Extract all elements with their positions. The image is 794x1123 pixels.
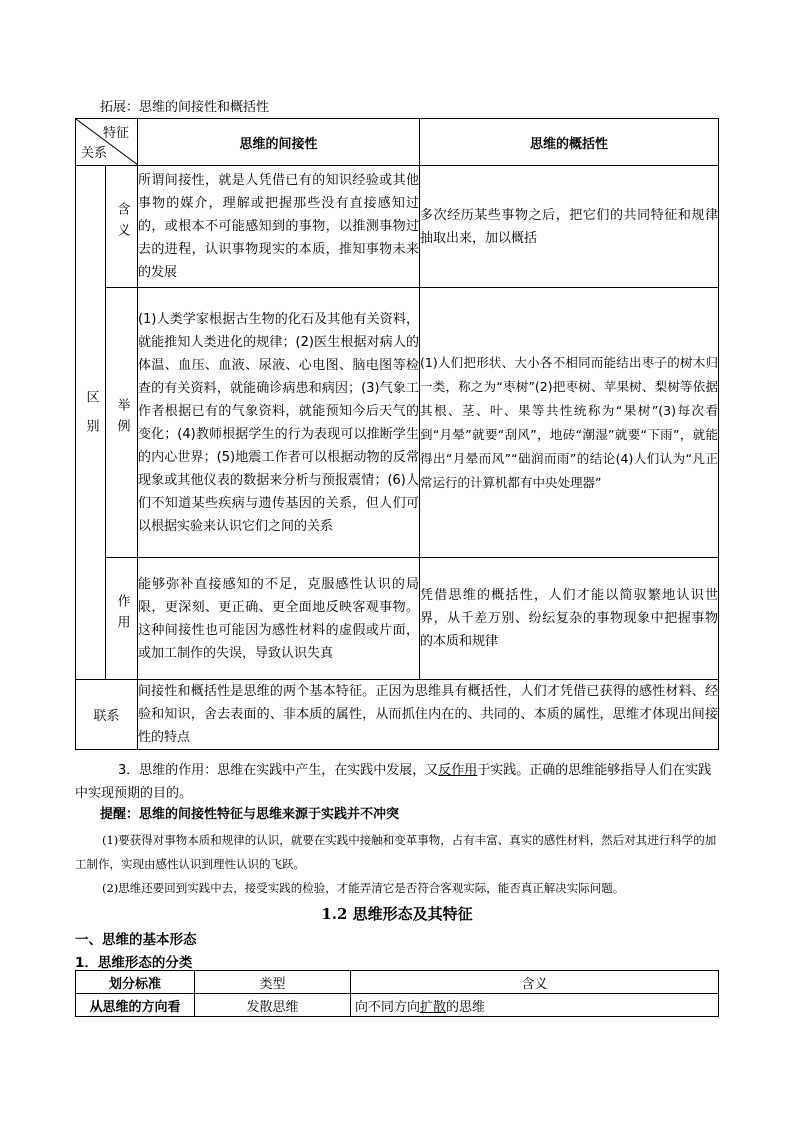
section-title: 1.2 思维形态及其特征: [321, 905, 473, 923]
table-header-row: [76, 971, 719, 994]
row-label-link: 联系: [76, 680, 138, 750]
examples-indirectness: (1)人类学家根据古生物的化石及其他有关资料，就能推知人类进化的规律；(2)医生根据对病人的体温、血压、血液、尿液、心电图、脑电图等检查的有关资料，就能确诊病患和病因；(3)气象工作者根据已有的气象资料，就能预知今后天气的变化；(4)教师根据学生的行为表现可以推断学生的内心世界；(5)地震工作者可以根据动物的反常现象或其他仪表的数据来分析与预报震情；(6)人们不知道某些疾病与遗传基因的关系，但人们可以根据实验来认识它们之间的关系: [138, 288, 420, 558]
table-header-row: [76, 119, 719, 166]
meaning-generality: 多次经历某些事物之后，把它们的共同特征和规律抽取出来，加以概括: [420, 166, 719, 288]
underlined-term: 扩散: [420, 999, 447, 1015]
corner-label-feature: 特征: [102, 126, 129, 141]
row-label-meaning: 含义: [106, 166, 138, 288]
underlined-term: 反作用: [438, 763, 478, 778]
header-generality: 思维的概括性: [420, 119, 719, 166]
extension-title: 拓展：思维的间接性和概括性: [100, 100, 270, 115]
row-label-examples: 举例: [106, 288, 138, 558]
cell-type: 发散思维: [195, 994, 351, 1017]
header-standard: 划分标准: [76, 971, 195, 994]
header-meaning: 含义: [351, 971, 719, 994]
table-row: [76, 994, 719, 1017]
examples-generality: (1)人们把形状、大小各不相同而能结出枣子的树木归一类，称之为“枣树”(2)把枣树、苹果树、梨树等依据其根、茎、叶、果等共性统称为“果树”(3)每次看到“月晕”就要“刮风”，地砖“潮湿”就要“下雨”，就能得出“月晕而风”“础润而雨”的结论(4)人们认为“凡正常运行的计算机都有中央处理器”: [420, 288, 719, 558]
cell-standard: 从思维的方向看: [76, 994, 195, 1017]
classification-table: [75, 970, 719, 1017]
diagonal-corner-cell: [76, 119, 138, 166]
meaning-indirectness: 所谓间接性，就是人凭借已有的知识经验或其他事物的媒介，理解或把握那些没有直接感知过的，或根本不可能感知到的事物，以推测事物过去的进程，认识事物现实的本质，推知事物未来的发展: [138, 166, 420, 288]
link-text: 间接性和概括性是思维的两个基本特征。正因为思维具有概括性，人们才凭借已获得的感性材料、经验和知识，舍去表面的、非本质的属性，从而抓住内在的、共同的、本质的属性，思维才体现出间接性的特点: [138, 680, 719, 750]
table-row-link: [76, 680, 719, 750]
heading-basic-forms: 一、思维的基本形态: [75, 932, 197, 948]
reminder-heading: 提醒：思维的间接性特征与思维来源于实践并不冲突: [100, 807, 400, 822]
function-generality: 凭借思维的概括性，人们才能以简驭繁地认识世界，从千差万别、纷纭复杂的事物现象中把握事物的本质和规律: [420, 558, 719, 680]
row-label-function: 作用: [106, 558, 138, 680]
function-indirectness: 能够弥补直接感知的不足，克服感性认识的局限，更深刻、更正确、更全面地反映客观事物。这种间接性也可能因为感性材料的虚假或片面，或加工制作的失误，导致认识失真: [138, 558, 420, 680]
group-label-text: 区别: [83, 389, 99, 448]
cell-meaning: 向不同方向扩散的思维: [351, 994, 719, 1017]
header-type: 类型: [195, 971, 351, 994]
group-label-difference: [76, 166, 106, 680]
heading-classification: 1．思维形态的分类: [75, 955, 193, 971]
reminder-point-2: (2)思维还要回到实践中去，接受实践的检验，才能弄清它是否符合客观实际，能否真正解决实际问题。: [102, 881, 625, 895]
corner-label-relation: 关系: [81, 146, 108, 161]
table-row-function: [76, 558, 719, 680]
table-row-examples: [76, 288, 719, 558]
comparison-table: [75, 118, 719, 750]
header-indirectness: 思维的间接性: [138, 119, 420, 166]
point-3-paragraph: 3．思维的作用：思维在实践中产生，在实践中发展，又反作用于实践。正确的思维能够指导人们在实践中实现预期的目的。: [75, 763, 712, 801]
table-row-meaning: [76, 166, 719, 288]
reminder-point-1: (1)要获得对事物本质和规律的认识，就要在实践中接触和变革事物，占有丰富、真实的感性材料，然后对其进行科学的加工制作，实现由感性认识到理性认识的飞跃。: [75, 833, 717, 871]
